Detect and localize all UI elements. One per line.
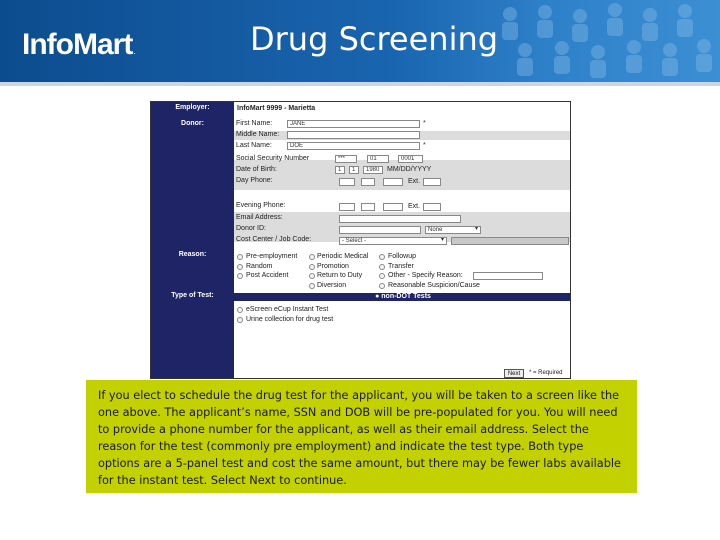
non-dot-tests-bar[interactable]: ● non-DOT Tests — [234, 293, 571, 301]
middle-name-label: Middle Name: — [236, 131, 280, 138]
last-name-label: Last Name: — [236, 142, 272, 149]
reason-option-label: Transfer — [388, 263, 414, 270]
infomart-logo — [22, 20, 136, 62]
drug-screening-form — [150, 101, 571, 379]
day-phone-ext-label: Ext. — [408, 178, 421, 185]
reason-radio-random[interactable] — [237, 264, 243, 270]
reason-radio-transfer[interactable] — [379, 264, 385, 270]
other-reason-input[interactable] — [473, 272, 543, 280]
reason-option-label: Post Accident — [246, 272, 289, 279]
people-crowd-image — [490, 0, 720, 82]
dob-label: Date of Birth: — [236, 166, 277, 173]
ssn-part1-input[interactable]: *** — [335, 155, 357, 163]
email-input[interactable] — [339, 215, 461, 223]
reason-option-label: Other - Specify Reason: — [388, 272, 463, 279]
ssn-part3-input[interactable]: 0001 — [398, 155, 423, 163]
ssn-part2-input[interactable]: 01 — [367, 155, 389, 163]
reason-option-label: Return to Duty — [317, 272, 363, 279]
reason-radio-post-accident[interactable] — [237, 273, 243, 279]
reason-option-label: Diversion — [317, 282, 347, 289]
email-label: Email Address: — [236, 214, 283, 221]
reason-radio-followup[interactable] — [379, 254, 385, 260]
first-name-input[interactable]: JANE — [287, 120, 420, 128]
cost-center-select[interactable]: - Select - ▾ — [339, 237, 447, 245]
reason-radio-other[interactable] — [379, 273, 385, 279]
donor-id-input[interactable] — [339, 226, 421, 234]
test-option-label: eScreen eCup Instant Test — [246, 306, 329, 313]
evening-phone-ext-input[interactable] — [423, 203, 441, 211]
reason-radio-diversion[interactable] — [309, 283, 315, 289]
reason-radio-promotion[interactable] — [309, 264, 315, 270]
test-radio-urine-collection[interactable] — [237, 317, 243, 323]
dob-day-input[interactable]: 1 — [349, 166, 359, 174]
dob-year-input[interactable]: 1980 — [363, 166, 383, 174]
day-phone-label: Day Phone: — [236, 177, 273, 184]
day-phone-line-input[interactable] — [383, 178, 403, 186]
reason-option-label: Reasonable Suspicion/Cause — [388, 282, 480, 289]
day-phone-area-input[interactable] — [339, 178, 355, 186]
donor-id-select[interactable]: None ▾ — [425, 226, 481, 234]
reason-option-label: Followup — [388, 253, 417, 260]
donor-id-label: Donor ID: — [236, 225, 266, 232]
instruction-text: If you elect to schedule the drug test for the applicant, you will be taken to a screen like the one above. The applicant’s name, SSN and DOB will be pre-populated for you. You will need to provide a phone number for the applicant, as well as their email address. Select the reason for the test (commonly pre employment) and indicate the test type. Both type options are a 5-panel test and cost the same amount, but there may be fewer labs available for the instant test. Select Next to continue. — [98, 389, 621, 487]
header-divider — [0, 82, 720, 86]
required-mark: * — [423, 120, 426, 127]
logo-text: InfoMart — [22, 28, 133, 61]
ssn-label: Social Security Number — [236, 155, 310, 162]
required-note: * = Required — [529, 370, 563, 376]
employer-value: InfoMart 9999 - Marietta — [237, 105, 316, 112]
reason-option-label: Promotion — [317, 263, 349, 270]
header-banner — [0, 0, 720, 82]
last-name-input[interactable]: DOE — [287, 142, 420, 150]
day-phone-ext-input[interactable] — [423, 178, 441, 186]
reason-option-label: Pre-employment — [246, 253, 298, 260]
form-label-column — [151, 102, 234, 378]
evening-phone-line-input[interactable] — [383, 203, 403, 211]
slide-title: Drug Screening — [250, 20, 499, 58]
cost-center-label: Cost Center / Job Code: — [236, 236, 312, 243]
test-bar-label: non-DOT Tests — [381, 293, 431, 300]
first-name-label: First Name: — [236, 120, 273, 127]
reason-radio-return-to-duty[interactable] — [309, 273, 315, 279]
employer-label: Employer: — [175, 104, 210, 111]
reason-option-label: Random — [246, 263, 273, 270]
type-of-test-label: Type of Test: — [171, 292, 214, 299]
logo-mark: . — [133, 46, 136, 56]
dob-month-input[interactable]: 1 — [335, 166, 345, 174]
test-radio-escreen[interactable] — [237, 307, 243, 313]
cost-center-input[interactable] — [451, 237, 569, 245]
evening-phone-area-input[interactable] — [339, 203, 355, 211]
reason-option-label: Periodic Medical — [317, 253, 369, 260]
evening-phone-label: Evening Phone: — [236, 202, 286, 209]
reason-radio-reasonable-suspicion[interactable] — [379, 283, 385, 289]
required-mark: * — [423, 142, 426, 149]
instruction-caption-box — [86, 380, 637, 493]
donor-label: Donor: — [181, 120, 204, 127]
day-phone-prefix-input[interactable] — [361, 178, 375, 186]
evening-phone-prefix-input[interactable] — [361, 203, 375, 211]
middle-name-input[interactable] — [287, 131, 420, 139]
reason-label: Reason: — [178, 251, 207, 258]
reason-radio-periodic-medical[interactable] — [309, 254, 315, 260]
test-option-label: Urine collection for drug test — [246, 316, 334, 323]
reason-radio-pre-employment[interactable] — [237, 254, 243, 260]
dob-format-hint: MM/DD/YYYY — [387, 166, 432, 173]
evening-phone-ext-label: Ext. — [408, 203, 421, 210]
next-button[interactable]: Next — [504, 369, 524, 378]
